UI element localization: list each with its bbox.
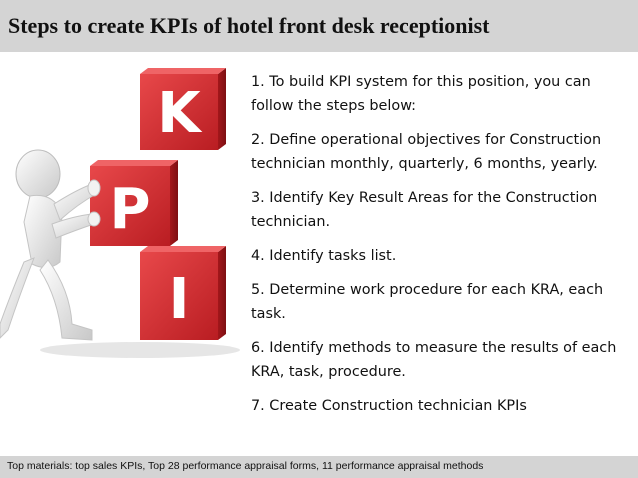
steps-list	[251, 70, 631, 428]
step-item: 4. Identify tasks list.	[251, 248, 397, 264]
cube-i	[140, 246, 226, 340]
footer-bar	[0, 456, 638, 478]
person-figure	[0, 150, 100, 340]
step-item: 7. Create Construction technician KPIs	[251, 398, 527, 414]
footer-text: Top materials: top sales KPIs, Top 28 performance appraisal forms, 11 performance appraisal methods	[7, 460, 484, 472]
cube-p	[90, 160, 178, 246]
cube-i-letter: I	[168, 267, 190, 332]
floor-shadow	[40, 342, 240, 358]
kpi-illustration	[0, 62, 240, 362]
step-item: 5. Determine work procedure for each KRA, each task.	[251, 282, 604, 322]
slide-title: Steps to create KPIs of hotel front desk receptionist	[8, 13, 490, 38]
step-item: 3. Identify Key Result Areas for the Construction technician.	[251, 190, 598, 230]
kpi-cubes-figure-icon	[0, 62, 240, 362]
cube-k	[140, 68, 226, 150]
step-item: 2. Define operational objectives for Construction technician monthly, quarterly, 6 months, yearly.	[251, 132, 602, 172]
step-item: 1. To build KPI system for this position, you can follow the steps below:	[251, 74, 591, 114]
title-bar	[0, 0, 638, 52]
cube-p-letter: P	[109, 177, 151, 242]
step-item: 6. Identify methods to measure the results of each KRA, task, procedure.	[251, 340, 617, 380]
cube-k-letter: K	[157, 81, 201, 146]
